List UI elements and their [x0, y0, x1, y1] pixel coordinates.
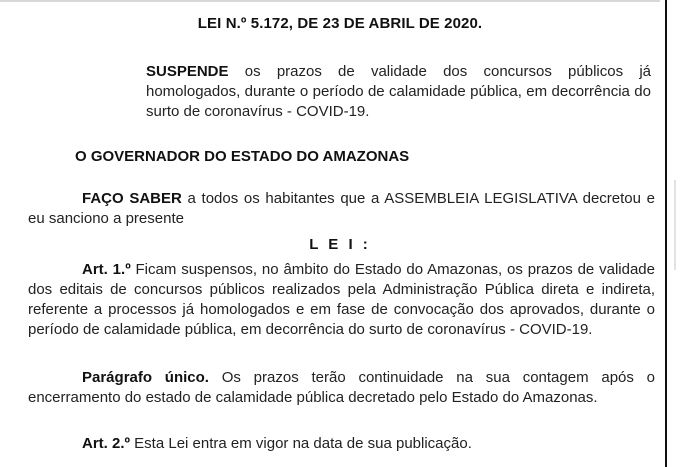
article-1-label: Art. 1.º — [82, 261, 131, 278]
article-2-label: Art. 2.º — [82, 435, 130, 452]
lei-label: L E I : — [309, 236, 371, 253]
paragrafo-unico-label: Parágrafo único. — [82, 369, 209, 386]
law-title: LEI N.º 5.172, DE 23 DE ABRIL DE 2020. — [197, 15, 483, 32]
governor-heading: O GOVERNADOR DO ESTADO DO AMAZONAS — [75, 148, 410, 165]
scan-artifact — [674, 180, 676, 270]
article-2 — [28, 434, 655, 454]
ementa-lead: SUSPENDE — [146, 63, 229, 80]
article-1 — [28, 260, 655, 340]
article-1-text: Ficam suspensos, no âmbito do Estado do Amazonas, os prazos de validade dos editais de concursos públicos realizados pela Administração Pública direta e indireta, referente a processos já homologados e em fase de convocação dos aprovados, durante o período de calamidade pública, em decorrência do surto de coronavírus - COVID-19. — [28, 261, 655, 338]
faco-saber-paragraph — [28, 189, 655, 229]
faco-saber-lead: FAÇO SABER — [82, 190, 182, 207]
paragrafo-unico-text: Os prazos terão continuidade na sua contagem após o encerramento do estado de calamidade pública decretado pelo Estado do Amazonas. — [28, 369, 655, 406]
top-divider — [0, 0, 660, 2]
ementa-paragraph — [146, 62, 651, 122]
faco-saber-text: a todos os habitantes que a ASSEMBLEIA LEGISLATIVA decretou e eu sanciono a presente — [28, 190, 655, 227]
article-2-text: Esta Lei entra em vigor na data de sua publicação. — [130, 435, 472, 452]
ementa-text: os prazos de validade dos concursos públicos já homologados, durante o período de calamidade pública, em decorrência do surto de coronavírus - COVID-19. — [146, 63, 651, 120]
column-divider — [665, 0, 667, 467]
paragrafo-unico — [28, 368, 655, 408]
